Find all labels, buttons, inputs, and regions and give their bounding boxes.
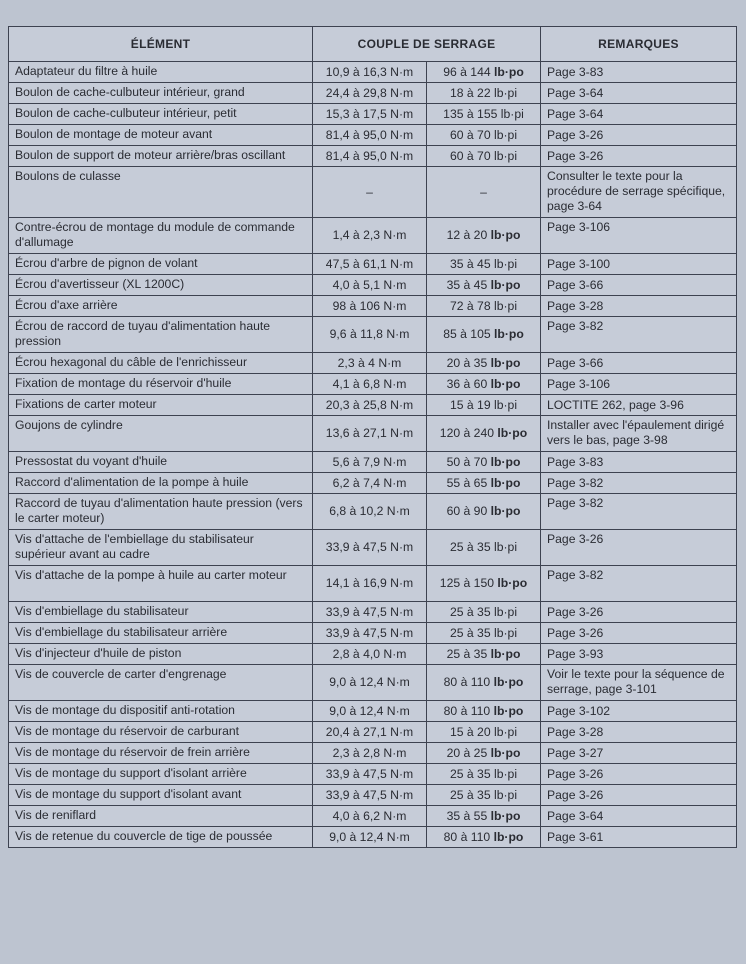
cell-element: Raccord d'alimentation de la pompe à huile — [9, 473, 313, 494]
table-row — [9, 644, 737, 665]
torque-lb-value: 96 à 144 — [443, 64, 491, 79]
cell-remark: Page 3-64 — [541, 83, 737, 104]
cell-torque-nm: 6,2 à 7,4 N·m — [313, 473, 427, 494]
cell-torque-lb — [427, 416, 541, 452]
table-row — [9, 125, 737, 146]
torque-lb-unit: lb·po — [490, 228, 521, 242]
cell-remark: Page 3-26 — [541, 146, 737, 167]
cell-torque-nm: 33,9 à 47,5 N·m — [313, 623, 427, 644]
torque-lb-unit: lb·po — [490, 646, 521, 661]
cell-remark: Page 3-66 — [541, 353, 737, 374]
cell-torque-nm: 9,6 à 11,8 N·m — [313, 317, 427, 353]
cell-torque-lb — [427, 827, 541, 848]
torque-lb-unit: lb·po — [497, 426, 528, 440]
torque-lb-unit: lb·pi — [494, 127, 518, 142]
torque-lb-unit: lb·pi — [500, 106, 524, 121]
cell-torque-lb — [427, 566, 541, 602]
cell-element: Boulon de cache-culbuteur intérieur, petit — [9, 104, 313, 125]
table-row — [9, 62, 737, 83]
cell-remark: Page 3-61 — [541, 827, 737, 848]
torque-lb-value: 80 à 110 — [443, 703, 491, 718]
cell-torque-lb — [427, 317, 541, 353]
table-row — [9, 167, 737, 218]
torque-lb-unit: lb·po — [490, 808, 521, 823]
torque-lb-value: 12 à 20 — [446, 228, 488, 242]
cell-element: Vis de montage du support d'isolant avant — [9, 785, 313, 806]
table-row — [9, 104, 737, 125]
cell-element: Écrou d'avertisseur (XL 1200C) — [9, 275, 313, 296]
cell-element: Boulon de support de moteur arrière/bras oscillant — [9, 146, 313, 167]
cell-element: Vis de retenue du couvercle de tige de poussée — [9, 827, 313, 848]
cell-torque-lb — [427, 764, 541, 785]
cell-torque-lb — [427, 254, 541, 275]
cell-remark: Page 3-82 — [541, 566, 737, 602]
torque-lb-unit: lb·po — [490, 504, 521, 518]
torque-lb-unit: lb·pi — [494, 766, 518, 781]
table-row — [9, 566, 737, 602]
cell-torque-lb — [427, 665, 541, 701]
cell-element: Vis d'embiellage du stabilisateur — [9, 602, 313, 623]
cell-torque-nm: 33,9 à 47,5 N·m — [313, 764, 427, 785]
cell-torque-nm: 9,0 à 12,4 N·m — [313, 701, 427, 722]
table-row — [9, 254, 737, 275]
torque-lb-value: 60 à 90 — [446, 504, 488, 518]
torque-lb-unit: lb·pi — [494, 724, 518, 739]
table-row — [9, 83, 737, 104]
torque-lb-value: 25 à 35 — [449, 625, 491, 640]
table-row — [9, 764, 737, 785]
torque-lb-value: 60 à 70 — [449, 148, 491, 163]
cell-element: Écrou d'arbre de pignon de volant — [9, 254, 313, 275]
cell-remark: Page 3-27 — [541, 743, 737, 764]
torque-lb-unit: lb·pi — [494, 787, 518, 802]
cell-element: Boulons de culasse — [9, 167, 313, 218]
cell-torque-nm: – — [313, 167, 427, 218]
cell-torque-nm: 4,0 à 6,2 N·m — [313, 806, 427, 827]
cell-element: Écrou d'axe arrière — [9, 296, 313, 317]
cell-remark: Page 3-26 — [541, 125, 737, 146]
cell-torque-lb — [427, 602, 541, 623]
torque-lb-unit: lb·po — [497, 576, 528, 590]
torque-lb-value: 25 à 35 — [449, 787, 491, 802]
torque-lb-unit: lb·po — [490, 277, 521, 292]
cell-remark: Page 3-82 — [541, 317, 737, 353]
cell-torque-lb — [427, 494, 541, 530]
torque-lb-value: 25 à 35 — [449, 604, 491, 619]
cell-torque-lb — [427, 623, 541, 644]
table-row — [9, 317, 737, 353]
cell-element: Vis de montage du dispositif anti-rotation — [9, 701, 313, 722]
cell-torque-lb — [427, 785, 541, 806]
cell-remark: Page 3-82 — [541, 494, 737, 530]
torque-lb-unit: lb·po — [493, 675, 524, 689]
table-row — [9, 701, 737, 722]
torque-lb-value: 25 à 35 — [449, 540, 491, 554]
cell-torque-lb — [427, 104, 541, 125]
cell-torque-lb — [427, 167, 541, 218]
cell-torque-nm: 9,0 à 12,4 N·m — [313, 665, 427, 701]
cell-element: Fixation de montage du réservoir d'huile — [9, 374, 313, 395]
cell-element: Boulon de cache-culbuteur intérieur, grand — [9, 83, 313, 104]
torque-lb-value: 135 à 155 — [443, 106, 498, 121]
cell-torque-lb — [427, 353, 541, 374]
torque-lb-unit: lb·po — [494, 327, 524, 341]
torque-lb-unit: lb·pi — [494, 604, 518, 619]
cell-remark: Voir le texte pour la séquence de serrage, page 3-101 — [541, 665, 737, 701]
cell-torque-nm: 81,4 à 95,0 N·m — [313, 125, 427, 146]
cell-remark: Page 3-83 — [541, 452, 737, 473]
cell-torque-nm: 4,1 à 6,8 N·m — [313, 374, 427, 395]
table-row — [9, 353, 737, 374]
cell-torque-nm: 33,9 à 47,5 N·m — [313, 602, 427, 623]
table-row — [9, 473, 737, 494]
table-row — [9, 452, 737, 473]
table-row — [9, 665, 737, 701]
cell-element: Écrou de raccord de tuyau d'alimentation haute pression — [9, 317, 313, 353]
table-row — [9, 146, 737, 167]
torque-lb-value: – — [480, 184, 487, 199]
torque-lb-value: 72 à 78 — [449, 298, 491, 313]
cell-remark: Page 3-26 — [541, 785, 737, 806]
torque-lb-value: 85 à 105 — [443, 327, 491, 341]
header-remarks: REMARQUES — [541, 27, 737, 62]
cell-element: Écrou hexagonal du câble de l'enrichisseur — [9, 353, 313, 374]
table-row — [9, 785, 737, 806]
torque-lb-unit: lb·pi — [494, 256, 518, 271]
cell-element: Fixations de carter moteur — [9, 395, 313, 416]
cell-torque-nm: 6,8 à 10,2 N·m — [313, 494, 427, 530]
torque-lb-value: 18 à 22 — [449, 85, 491, 100]
cell-torque-nm: 20,4 à 27,1 N·m — [313, 722, 427, 743]
cell-remark: Page 3-26 — [541, 764, 737, 785]
table-header-row — [9, 27, 737, 62]
cell-remark: Page 3-66 — [541, 275, 737, 296]
cell-element: Vis de reniflard — [9, 806, 313, 827]
cell-torque-nm: 1,4 à 2,3 N·m — [313, 218, 427, 254]
cell-remark: Page 3-83 — [541, 62, 737, 83]
cell-torque-lb — [427, 395, 541, 416]
cell-torque-lb — [427, 701, 541, 722]
torque-lb-unit: lb·pi — [494, 298, 518, 313]
cell-torque-nm: 13,6 à 27,1 N·m — [313, 416, 427, 452]
cell-element: Pressostat du voyant d'huile — [9, 452, 313, 473]
torque-lb-value: 120 à 240 — [439, 426, 495, 440]
torque-lb-unit: lb·pi — [494, 148, 518, 163]
table-row — [9, 623, 737, 644]
torque-lb-unit: lb·po — [493, 703, 524, 718]
cell-torque-lb — [427, 806, 541, 827]
cell-torque-nm: 14,1 à 16,9 N·m — [313, 566, 427, 602]
header-torque: COUPLE DE SERRAGE — [313, 27, 541, 62]
torque-lb-value: 50 à 70 — [446, 454, 488, 469]
cell-torque-nm: 9,0 à 12,4 N·m — [313, 827, 427, 848]
cell-torque-lb — [427, 452, 541, 473]
cell-element: Boulon de montage de moteur avant — [9, 125, 313, 146]
cell-torque-nm: 81,4 à 95,0 N·m — [313, 146, 427, 167]
cell-torque-lb — [427, 473, 541, 494]
torque-lb-value: 80 à 110 — [443, 675, 491, 689]
cell-torque-lb — [427, 644, 541, 665]
torque-lb-unit: lb·pi — [494, 397, 518, 412]
table-row — [9, 494, 737, 530]
cell-element: Vis de montage du réservoir de carburant — [9, 722, 313, 743]
torque-table — [8, 26, 737, 848]
cell-torque-nm: 2,3 à 4 N·m — [313, 353, 427, 374]
cell-remark: Page 3-102 — [541, 701, 737, 722]
cell-torque-nm: 15,3 à 17,5 N·m — [313, 104, 427, 125]
cell-remark: Page 3-26 — [541, 623, 737, 644]
cell-torque-lb — [427, 218, 541, 254]
cell-torque-nm: 47,5 à 61,1 N·m — [313, 254, 427, 275]
torque-lb-value: 20 à 25 — [446, 745, 488, 760]
cell-remark: Page 3-28 — [541, 296, 737, 317]
cell-remark: Page 3-26 — [541, 530, 737, 566]
cell-torque-lb — [427, 296, 541, 317]
cell-remark: Page 3-100 — [541, 254, 737, 275]
cell-element: Vis d'embiellage du stabilisateur arrière — [9, 623, 313, 644]
cell-torque-nm: 2,3 à 2,8 N·m — [313, 743, 427, 764]
cell-torque-lb — [427, 125, 541, 146]
torque-lb-unit: lb·po — [494, 64, 524, 79]
cell-remark: Page 3-82 — [541, 473, 737, 494]
cell-torque-lb — [427, 83, 541, 104]
cell-remark: Page 3-26 — [541, 602, 737, 623]
cell-element: Vis de couvercle de carter d'engrenage — [9, 665, 313, 701]
table-row — [9, 395, 737, 416]
torque-lb-unit: lb·po — [490, 355, 521, 370]
torque-lb-value: 35 à 45 — [446, 277, 488, 292]
header-element: ÉLÉMENT — [9, 27, 313, 62]
torque-lb-value: 55 à 65 — [446, 475, 488, 490]
torque-lb-unit: lb·pi — [494, 625, 518, 640]
cell-torque-nm: 24,4 à 29,8 N·m — [313, 83, 427, 104]
cell-torque-nm: 33,9 à 47,5 N·m — [313, 785, 427, 806]
cell-remark: Installer avec l'épaulement dirigé vers le bas, page 3-98 — [541, 416, 737, 452]
torque-lb-value: 35 à 45 — [449, 256, 491, 271]
cell-element: Vis d'attache de la pompe à huile au carter moteur — [9, 566, 313, 602]
cell-torque-nm: 2,8 à 4,0 N·m — [313, 644, 427, 665]
table-row — [9, 602, 737, 623]
torque-lb-value: 15 à 19 — [449, 397, 491, 412]
table-row — [9, 743, 737, 764]
cell-remark: Page 3-64 — [541, 806, 737, 827]
cell-remark: Page 3-64 — [541, 104, 737, 125]
cell-torque-lb — [427, 722, 541, 743]
torque-lb-value: 36 à 60 — [446, 376, 488, 391]
table-row — [9, 218, 737, 254]
cell-torque-nm: 10,9 à 16,3 N·m — [313, 62, 427, 83]
cell-torque-nm: 33,9 à 47,5 N·m — [313, 530, 427, 566]
cell-torque-lb — [427, 530, 541, 566]
cell-torque-nm: 4,0 à 5,1 N·m — [313, 275, 427, 296]
cell-remark: LOCTITE 262, page 3-96 — [541, 395, 737, 416]
table-row — [9, 530, 737, 566]
torque-lb-unit: lb·po — [493, 829, 524, 844]
cell-element: Contre-écrou de montage du module de commande d'allumage — [9, 218, 313, 254]
torque-lb-value: 25 à 35 — [446, 646, 488, 661]
torque-lb-value: 125 à 150 — [439, 576, 495, 590]
cell-torque-nm: 98 à 106 N·m — [313, 296, 427, 317]
cell-element: Raccord de tuyau d'alimentation haute pression (vers le carter moteur) — [9, 494, 313, 530]
table-row — [9, 806, 737, 827]
cell-element: Vis de montage du support d'isolant arrière — [9, 764, 313, 785]
cell-torque-lb — [427, 374, 541, 395]
cell-torque-nm: 20,3 à 25,8 N·m — [313, 395, 427, 416]
cell-remark: Page 3-106 — [541, 374, 737, 395]
table-row — [9, 722, 737, 743]
cell-torque-nm: 5,6 à 7,9 N·m — [313, 452, 427, 473]
torque-lb-value: 15 à 20 — [449, 724, 491, 739]
torque-lb-unit: lb·pi — [494, 540, 518, 554]
table-row — [9, 827, 737, 848]
torque-lb-value: 80 à 110 — [443, 829, 491, 844]
cell-remark: Page 3-28 — [541, 722, 737, 743]
torque-lb-unit: lb·po — [490, 745, 521, 760]
table-row — [9, 416, 737, 452]
table-row — [9, 275, 737, 296]
table-row — [9, 374, 737, 395]
cell-torque-lb — [427, 743, 541, 764]
torque-lb-value: 20 à 35 — [446, 355, 488, 370]
cell-torque-lb — [427, 146, 541, 167]
torque-lb-unit: lb·po — [490, 475, 521, 490]
cell-element: Vis de montage du réservoir de frein arrière — [9, 743, 313, 764]
torque-lb-value: 35 à 55 — [446, 808, 488, 823]
torque-lb-unit: lb·po — [490, 454, 521, 469]
torque-lb-value: 60 à 70 — [449, 127, 491, 142]
torque-spec-sheet — [8, 26, 736, 848]
cell-torque-lb — [427, 275, 541, 296]
table-row — [9, 296, 737, 317]
torque-lb-value: 25 à 35 — [449, 766, 491, 781]
cell-remark: Page 3-106 — [541, 218, 737, 254]
cell-remark: Consulter le texte pour la procédure de serrage spécifique, page 3-64 — [541, 167, 737, 218]
cell-element: Goujons de cylindre — [9, 416, 313, 452]
cell-torque-lb — [427, 62, 541, 83]
cell-remark: Page 3-93 — [541, 644, 737, 665]
cell-element: Vis d'attache de l'embiellage du stabilisateur supérieur avant au cadre — [9, 530, 313, 566]
cell-element: Adaptateur du filtre à huile — [9, 62, 313, 83]
torque-lb-unit: lb·pi — [494, 85, 518, 100]
table-body — [9, 62, 737, 848]
cell-element: Vis d'injecteur d'huile de piston — [9, 644, 313, 665]
torque-lb-unit: lb·po — [490, 376, 521, 391]
